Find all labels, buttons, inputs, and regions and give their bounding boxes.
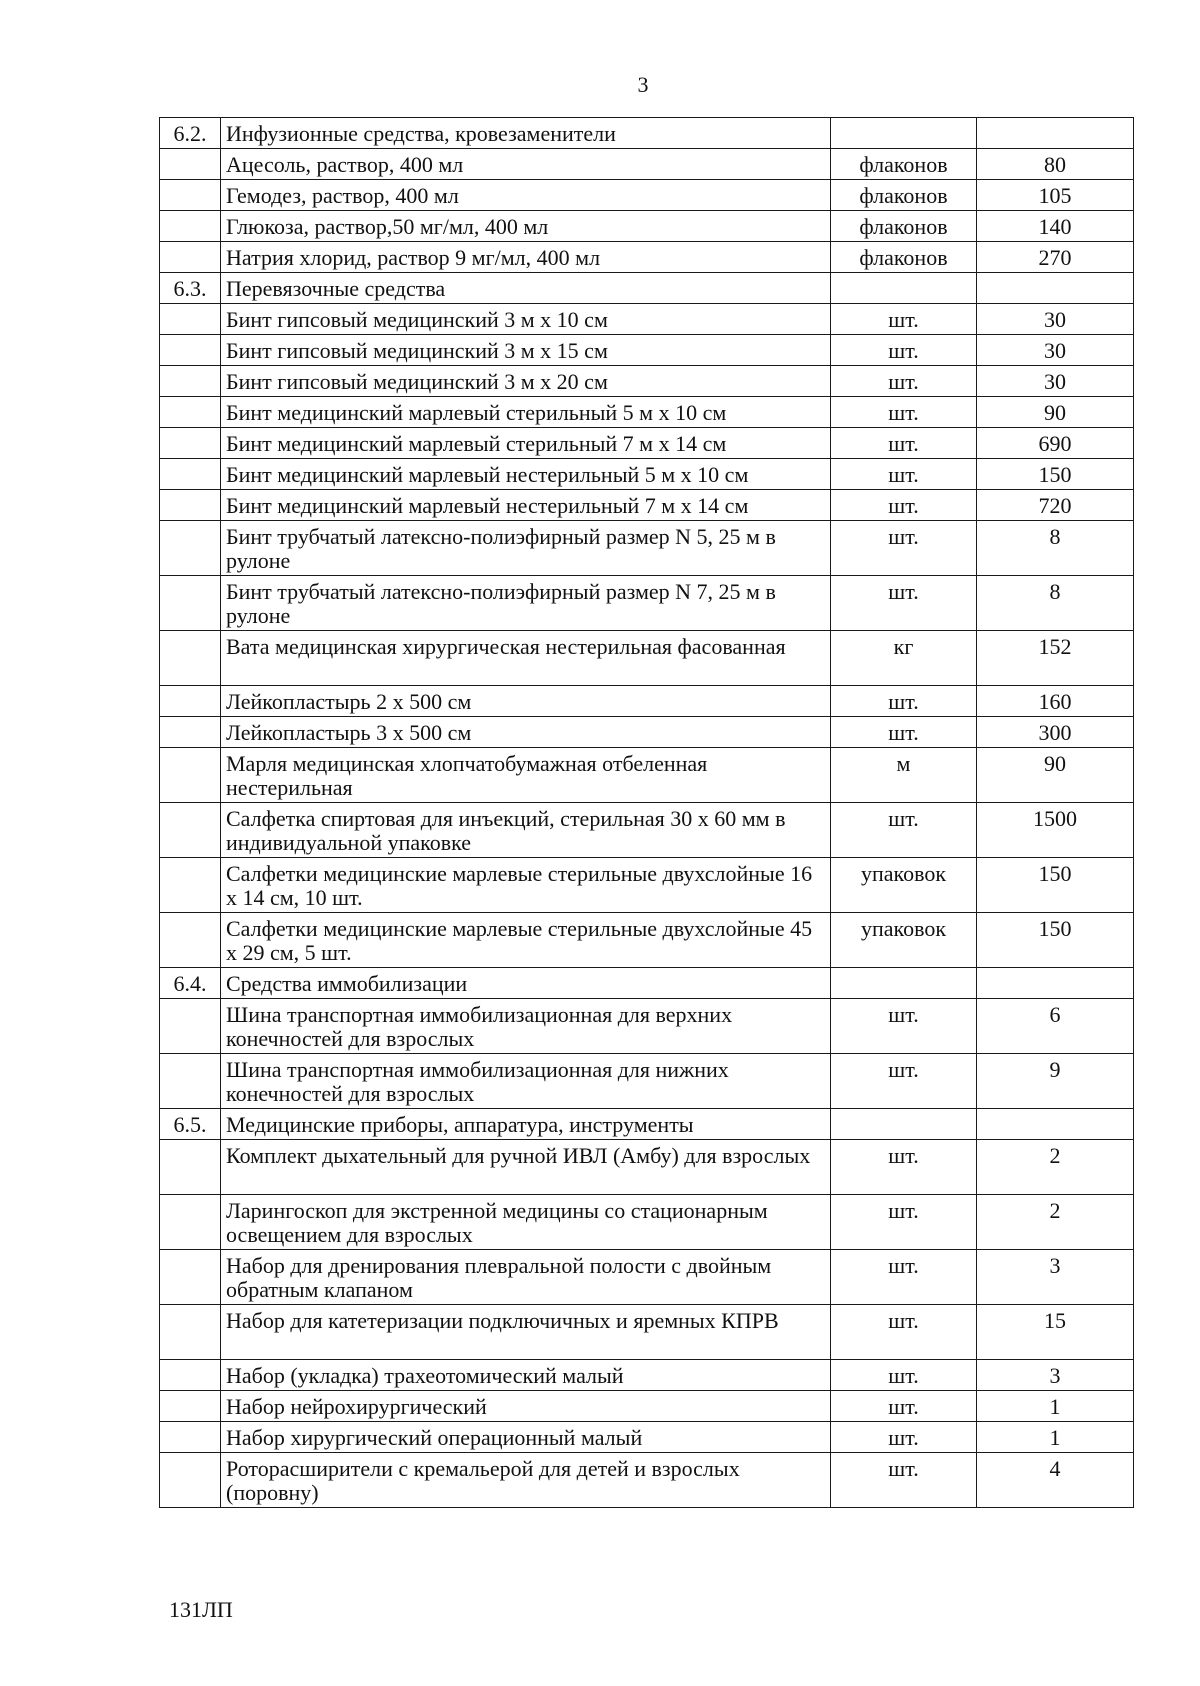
table-row <box>160 858 1134 913</box>
quantity-cell: 150 <box>977 858 1134 913</box>
section-row <box>160 273 1134 304</box>
document-code: 131ЛП <box>169 1597 233 1622</box>
quantity-cell: 4 <box>977 1453 1134 1508</box>
item-name-cell: Бинт медицинский марлевый нестерильный 5 м x 10 см <box>221 459 831 490</box>
row-number-cell <box>160 1140 221 1195</box>
unit-cell: флаконов <box>831 180 977 211</box>
row-number-cell <box>160 397 221 428</box>
quantity-cell: 90 <box>977 397 1134 428</box>
table-row <box>160 1360 1134 1391</box>
item-name-cell: Марля медицинская хлопчатобумажная отбеленная нестерильная <box>221 748 831 803</box>
unit-cell <box>831 1109 977 1140</box>
quantity-cell: 690 <box>977 428 1134 459</box>
row-number-cell <box>160 1453 221 1508</box>
unit-cell: шт. <box>831 576 977 631</box>
row-number-cell <box>160 748 221 803</box>
unit-cell <box>831 118 977 149</box>
item-name-cell: Бинт гипсовый медицинский 3 м x 10 см <box>221 304 831 335</box>
table-row <box>160 1391 1134 1422</box>
table-row <box>160 521 1134 576</box>
quantity-cell: 15 <box>977 1305 1134 1360</box>
quantity-cell: 30 <box>977 304 1134 335</box>
quantity-cell: 2 <box>977 1195 1134 1250</box>
item-name-cell: Набор (укладка) трахеотомический малый <box>221 1360 831 1391</box>
table-row <box>160 242 1134 273</box>
quantity-cell <box>977 1109 1134 1140</box>
items-table <box>159 117 1134 1508</box>
unit-cell <box>831 273 977 304</box>
row-number-cell <box>160 1422 221 1453</box>
item-name-cell: Бинт гипсовый медицинский 3 м x 15 см <box>221 335 831 366</box>
table-row <box>160 335 1134 366</box>
item-name-cell: Глюкоза, раствор,50 мг/мл, 400 мл <box>221 211 831 242</box>
item-name-cell: Вата медицинская хирургическая нестерильная фасованная <box>221 631 831 686</box>
quantity-cell: 3 <box>977 1360 1134 1391</box>
table-row <box>160 1195 1134 1250</box>
table-row <box>160 803 1134 858</box>
unit-cell <box>831 968 977 999</box>
row-number-cell <box>160 717 221 748</box>
unit-cell: шт. <box>831 1391 977 1422</box>
quantity-cell: 160 <box>977 686 1134 717</box>
quantity-cell: 105 <box>977 180 1134 211</box>
row-number-cell <box>160 490 221 521</box>
row-number-cell <box>160 1054 221 1109</box>
item-name-cell: Набор хирургический операционный малый <box>221 1422 831 1453</box>
table-row <box>160 748 1134 803</box>
quantity-cell <box>977 273 1134 304</box>
quantity-cell: 6 <box>977 999 1134 1054</box>
table-row <box>160 1305 1134 1360</box>
item-name-cell: Лейкопластырь 2 x 500 см <box>221 686 831 717</box>
quantity-cell <box>977 968 1134 999</box>
unit-cell: шт. <box>831 1250 977 1305</box>
row-number-cell <box>160 999 221 1054</box>
row-number-cell <box>160 211 221 242</box>
table-row <box>160 1054 1134 1109</box>
item-name-cell: Бинт гипсовый медицинский 3 м x 20 см <box>221 366 831 397</box>
section-row <box>160 118 1134 149</box>
row-number-cell <box>160 459 221 490</box>
unit-cell: шт. <box>831 1054 977 1109</box>
item-name-cell: Бинт трубчатый латексно-полиэфирный размер N 7, 25 м в рулоне <box>221 576 831 631</box>
row-number-cell <box>160 576 221 631</box>
item-name-cell: Бинт медицинский марлевый нестерильный 7 м x 14 см <box>221 490 831 521</box>
table-row <box>160 913 1134 968</box>
table-row <box>160 149 1134 180</box>
row-number-cell <box>160 913 221 968</box>
row-number-cell <box>160 242 221 273</box>
table-row <box>160 459 1134 490</box>
table-row <box>160 211 1134 242</box>
unit-cell: шт. <box>831 366 977 397</box>
item-name-cell: Натрия хлорид, раствор 9 мг/мл, 400 мл <box>221 242 831 273</box>
unit-cell: шт. <box>831 397 977 428</box>
unit-cell: шт. <box>831 803 977 858</box>
item-name-cell: Гемодез, раствор, 400 мл <box>221 180 831 211</box>
item-name-cell: Ларингоскоп для экстренной медицины со стационарным освещением для взрослых <box>221 1195 831 1250</box>
unit-cell: шт. <box>831 999 977 1054</box>
section-row <box>160 968 1134 999</box>
item-name-cell: Шина транспортная иммобилизационная для нижних конечностей для взрослых <box>221 1054 831 1109</box>
items-table-body <box>160 118 1134 1508</box>
quantity-cell: 152 <box>977 631 1134 686</box>
row-number-cell <box>160 631 221 686</box>
table-row <box>160 686 1134 717</box>
table-row <box>160 366 1134 397</box>
quantity-cell: 30 <box>977 335 1134 366</box>
item-name-cell: Набор нейрохирургический <box>221 1391 831 1422</box>
quantity-cell: 720 <box>977 490 1134 521</box>
unit-cell: шт. <box>831 686 977 717</box>
item-name-cell: Салфетки медицинские марлевые стерильные двухслойные 45 x 29 см, 5 шт. <box>221 913 831 968</box>
row-number-cell <box>160 1195 221 1250</box>
item-name-cell: Набор для дренирования плевральной полости с двойным обратным клапаном <box>221 1250 831 1305</box>
unit-cell: шт. <box>831 1360 977 1391</box>
unit-cell: м <box>831 748 977 803</box>
row-number-cell: 6.5. <box>160 1109 221 1140</box>
unit-cell: шт. <box>831 521 977 576</box>
unit-cell: упаковок <box>831 858 977 913</box>
row-number-cell: 6.4. <box>160 968 221 999</box>
row-number-cell: 6.3. <box>160 273 221 304</box>
row-number-cell <box>160 1250 221 1305</box>
row-number-cell <box>160 1305 221 1360</box>
table-row <box>160 428 1134 459</box>
unit-cell: шт. <box>831 1305 977 1360</box>
item-name-cell: Салфетка спиртовая для инъекций, стерильная 30 x 60 мм в индивидуальной упаковке <box>221 803 831 858</box>
quantity-cell: 8 <box>977 576 1134 631</box>
row-number-cell <box>160 1391 221 1422</box>
unit-cell: кг <box>831 631 977 686</box>
table-row <box>160 490 1134 521</box>
unit-cell: шт. <box>831 428 977 459</box>
row-number-cell <box>160 428 221 459</box>
quantity-cell: 300 <box>977 717 1134 748</box>
table-row <box>160 1250 1134 1305</box>
row-number-cell <box>160 858 221 913</box>
item-name-cell: Средства иммобилизации <box>221 968 831 999</box>
row-number-cell: 6.2. <box>160 118 221 149</box>
row-number-cell <box>160 521 221 576</box>
table-row <box>160 1140 1134 1195</box>
table-row <box>160 999 1134 1054</box>
row-number-cell <box>160 304 221 335</box>
unit-cell: шт. <box>831 304 977 335</box>
table-row <box>160 304 1134 335</box>
table-row <box>160 1422 1134 1453</box>
row-number-cell <box>160 686 221 717</box>
quantity-cell: 30 <box>977 366 1134 397</box>
unit-cell: флаконов <box>831 211 977 242</box>
item-name-cell: Комплект дыхательный для ручной ИВЛ (Амбу) для взрослых <box>221 1140 831 1195</box>
row-number-cell <box>160 149 221 180</box>
quantity-cell: 270 <box>977 242 1134 273</box>
item-name-cell: Бинт медицинский марлевый стерильный 5 м x 10 см <box>221 397 831 428</box>
quantity-cell: 3 <box>977 1250 1134 1305</box>
item-name-cell: Медицинские приборы, аппаратура, инструменты <box>221 1109 831 1140</box>
item-name-cell: Лейкопластырь 3 x 500 см <box>221 717 831 748</box>
item-name-cell: Бинт медицинский марлевый стерильный 7 м x 14 см <box>221 428 831 459</box>
quantity-cell <box>977 118 1134 149</box>
item-name-cell: Перевязочные средства <box>221 273 831 304</box>
unit-cell: шт. <box>831 1422 977 1453</box>
table-row <box>160 631 1134 686</box>
table-row <box>160 1453 1134 1508</box>
unit-cell: шт. <box>831 335 977 366</box>
item-name-cell: Инфузионные средства, кровезаменители <box>221 118 831 149</box>
quantity-cell: 150 <box>977 459 1134 490</box>
unit-cell: упаковок <box>831 913 977 968</box>
item-name-cell: Набор для катетеризации подключичных и яремных КПРВ <box>221 1305 831 1360</box>
item-name-cell: Ацесоль, раствор, 400 мл <box>221 149 831 180</box>
row-number-cell <box>160 180 221 211</box>
unit-cell: шт. <box>831 490 977 521</box>
table-row <box>160 397 1134 428</box>
page-number: 3 <box>637 72 649 97</box>
item-name-cell: Салфетки медицинские марлевые стерильные двухслойные 16 x 14 см, 10 шт. <box>221 858 831 913</box>
unit-cell: флаконов <box>831 242 977 273</box>
unit-cell: шт. <box>831 1453 977 1508</box>
item-name-cell: Роторасширители с кремальерой для детей и взрослых (поровну) <box>221 1453 831 1508</box>
table-row <box>160 576 1134 631</box>
row-number-cell <box>160 366 221 397</box>
item-name-cell: Бинт трубчатый латексно-полиэфирный размер N 5, 25 м в рулоне <box>221 521 831 576</box>
quantity-cell: 150 <box>977 913 1134 968</box>
unit-cell: шт. <box>831 459 977 490</box>
row-number-cell <box>160 803 221 858</box>
unit-cell: шт. <box>831 1195 977 1250</box>
row-number-cell <box>160 335 221 366</box>
quantity-cell: 140 <box>977 211 1134 242</box>
quantity-cell: 8 <box>977 521 1134 576</box>
quantity-cell: 9 <box>977 1054 1134 1109</box>
quantity-cell: 2 <box>977 1140 1134 1195</box>
section-row <box>160 1109 1134 1140</box>
quantity-cell: 1 <box>977 1422 1134 1453</box>
item-name-cell: Шина транспортная иммобилизационная для верхних конечностей для взрослых <box>221 999 831 1054</box>
quantity-cell: 80 <box>977 149 1134 180</box>
table-row <box>160 180 1134 211</box>
quantity-cell: 1500 <box>977 803 1134 858</box>
unit-cell: флаконов <box>831 149 977 180</box>
unit-cell: шт. <box>831 717 977 748</box>
row-number-cell <box>160 1360 221 1391</box>
quantity-cell: 1 <box>977 1391 1134 1422</box>
unit-cell: шт. <box>831 1140 977 1195</box>
table-row <box>160 717 1134 748</box>
quantity-cell: 90 <box>977 748 1134 803</box>
